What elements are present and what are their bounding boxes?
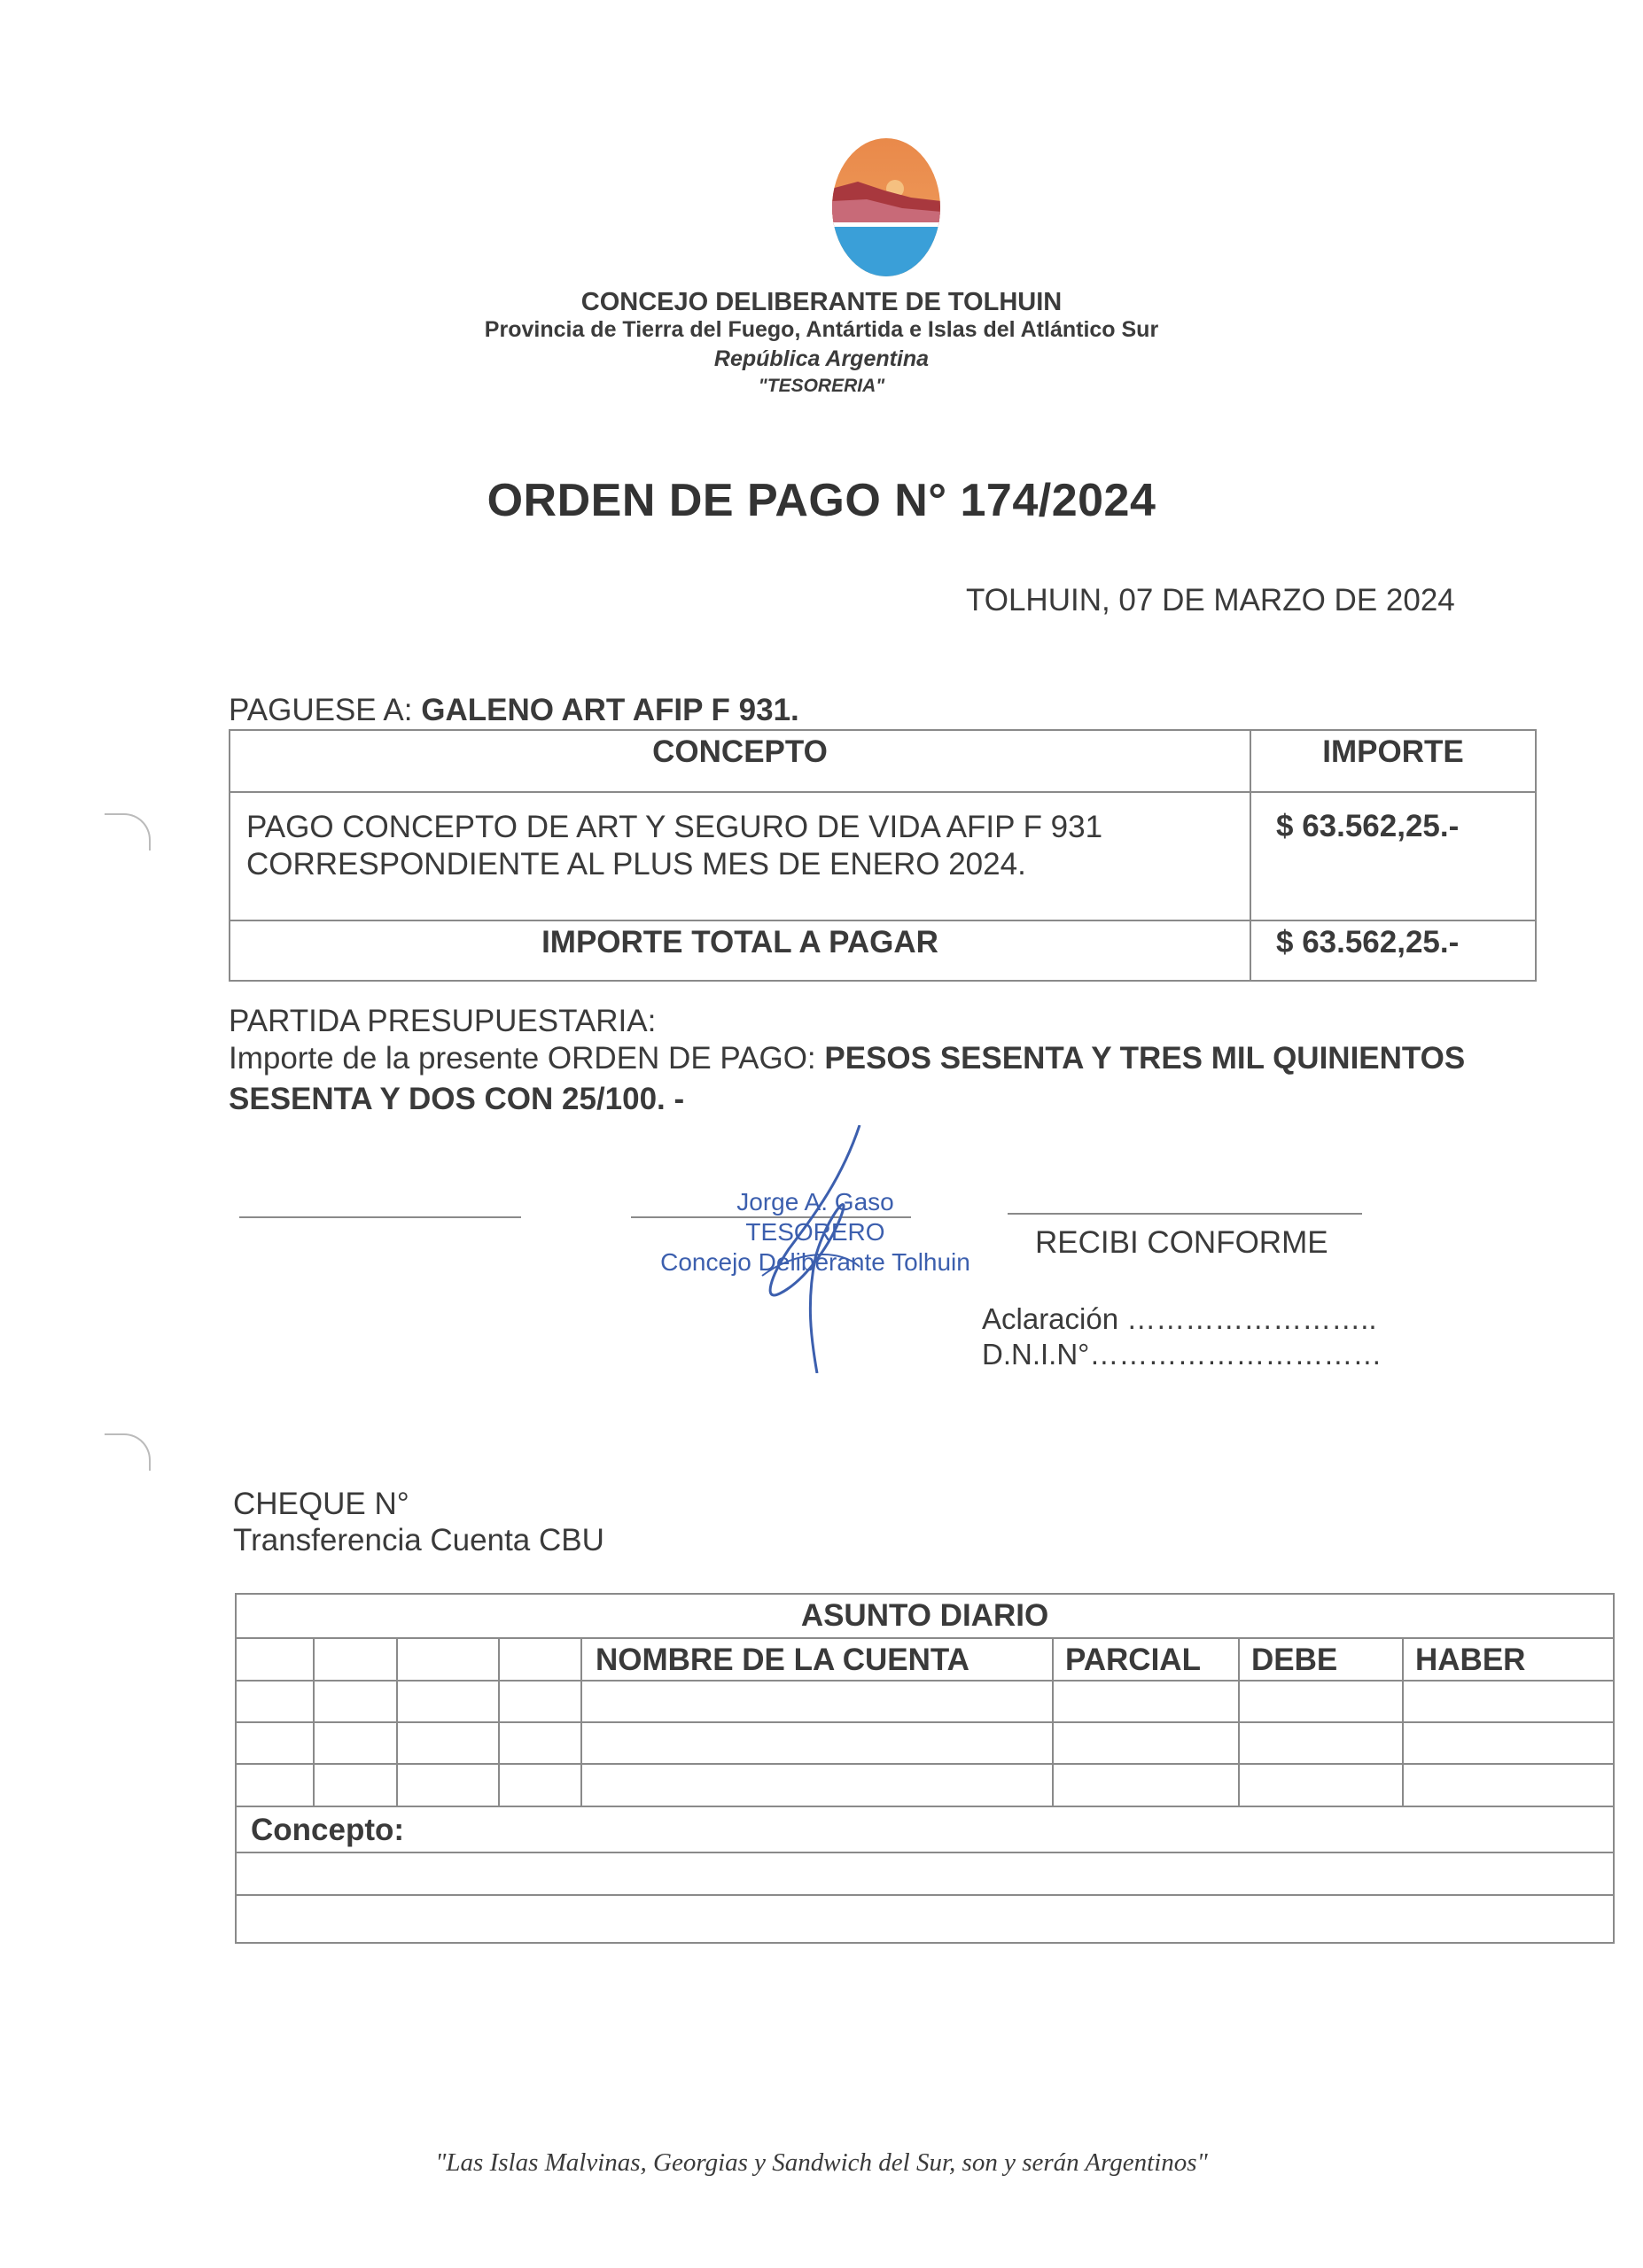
country-name: República Argentina [713,346,930,371]
importe-words: PESOS SESENTA Y TRES MIL QUINIENTOS SESENTA Y DOS CON 25/100. - [229,1041,1466,1116]
province-name: Provincia de Tierra del Fuego, Antártida e Islas del Atlántico Sur [484,317,1159,342]
malvinas-motto: "Las Islas Malvinas, Georgias y Sandwich del Sur, son y serán Argentinos" [435,2148,1208,2177]
total-label: IMPORTE TOTAL A PAGAR [230,920,1250,981]
concepto-header: CONCEPTO [230,730,1250,792]
council-logo [831,137,941,277]
concept-line-1: PAGO CONCEPTO DE ART Y SEGURO DE VIDA AFIP F 931 [246,810,1103,844]
partida-label: PARTIDA PRESUPUESTARIA: [229,1004,657,1038]
department-name: "TESORERIA" [758,376,885,396]
diario-concepto-label: Concepto: [251,1813,405,1847]
col-debe: DEBE [1251,1643,1338,1677]
payee-name: GALENO ART AFIP F 931. [421,693,799,727]
stamp-org: Concejo Deliberante Tolhuin [660,1248,970,1276]
col-haber: HABER [1415,1643,1526,1677]
recibi-conforme: RECIBI CONFORME [1035,1225,1328,1260]
payee-line [229,693,799,728]
aclaracion-field: Aclaración …………………….. [982,1302,1377,1335]
payment-table [229,729,1537,982]
concept-line-2: CORRESPONDIENTE AL PLUS MES DE ENERO 2024. [246,847,1026,882]
asunto-diario-table [235,1593,1615,1944]
signature-line-recipient [1008,1213,1362,1215]
col-parcial: PARCIAL [1065,1643,1201,1677]
importe-label: Importe de la presente ORDEN DE PAGO: [229,1041,825,1076]
diario-title: ASUNTO DIARIO [800,1598,1049,1633]
concept-cell [230,792,1250,920]
handwritten-signature [709,1125,904,1373]
document-title: ORDEN DE PAGO N° 174/2024 [487,475,1156,526]
dni-field: D.N.I.N°………………………… [982,1338,1382,1371]
table-header-row [230,730,1536,792]
punch-mark [105,813,151,850]
importe-line [229,1038,1558,1120]
amount-cell: $ 63.562,25.- [1250,792,1536,920]
stamp-name: Jorge A. Gaso [736,1188,894,1216]
cheque-label: CHEQUE N° [233,1487,409,1521]
punch-mark [105,1433,151,1471]
transfer-label: Transferencia Cuenta CBU [233,1523,604,1557]
importe-header: IMPORTE [1250,730,1536,792]
signature-line-left [239,1216,521,1218]
col-nombre-cuenta: NOMBRE DE LA CUENTA [596,1643,969,1677]
table-row [230,792,1536,920]
stamp-role: TESORERO [745,1218,885,1246]
document-date: TOLHUIN, 07 DE MARZO DE 2024 [966,583,1455,617]
total-amount: $ 63.562,25.- [1250,920,1536,981]
org-name: CONCEJO DELIBERANTE DE TOLHUIN [580,288,1063,316]
total-row [230,920,1536,981]
payee-label: PAGUESE A: [229,693,422,727]
